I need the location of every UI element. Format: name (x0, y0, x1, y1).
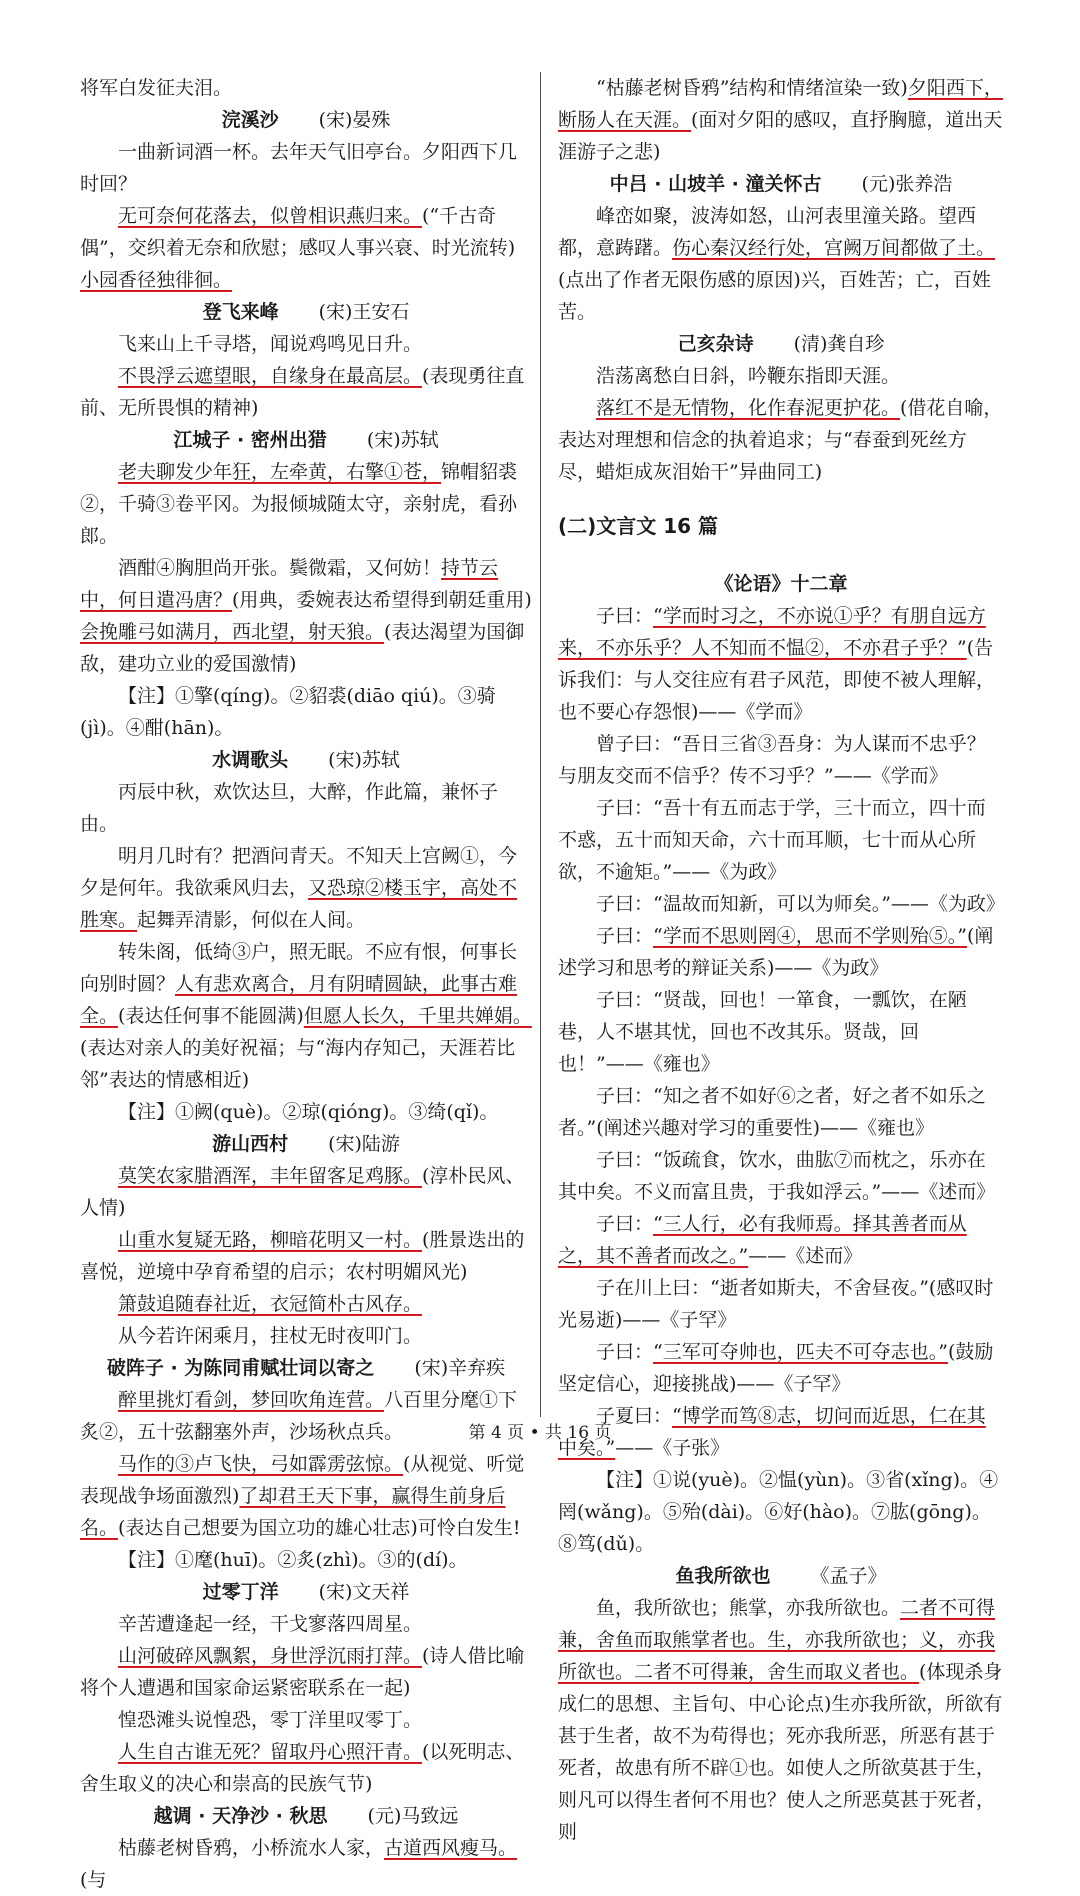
key-sentence: 会挽雕弓如满月，西北望，射天狼。 (80, 621, 385, 643)
title-name: 越调 · 天净沙 · 秋思 (153, 1805, 328, 1827)
text-segment: 鱼，我所欲也；熊掌，亦我所欲也。 (596, 1597, 901, 1619)
poem-title (80, 1352, 532, 1384)
text-paragraph (80, 456, 532, 552)
text-segment: (与 (80, 1869, 107, 1891)
text-paragraph (558, 600, 1004, 728)
poem-title (80, 1128, 532, 1160)
key-sentence: 持节云中，何日遣冯唐？ (80, 557, 499, 611)
key-sentence: 古道西风瘦马。 (384, 1837, 518, 1859)
title-name: 过零丁洋 (202, 1581, 279, 1603)
text-paragraph (80, 1608, 532, 1640)
title-author: (清)龚自珍 (793, 333, 885, 355)
key-sentence: 又恐琼②楼玉宇，高处不胜寒。 (80, 877, 518, 931)
title-author: (宋)辛弃疾 (414, 1357, 506, 1379)
text-segment: “枯藤老树昏鸦”结构和情绪渲染一致) (596, 77, 908, 99)
text-segment: 明月几时有？把酒问青天。不知天上宫阙①，今夕是何年。我欲乘风归去， (80, 845, 518, 899)
text-segment: 丙辰中秋，欢饮达旦，大醉，作此篇，兼怀子由。 (80, 781, 499, 835)
text-segment: 曾子曰：“吾日三省③吾身：为人谋而不忠乎？与朋友交而不信乎？传不习乎？”——《学而》 (558, 733, 986, 787)
text-segment: 子曰： (596, 1341, 654, 1363)
text-segment: 子在川上曰：“逝者如斯夫，不舍昼夜。”(感叹时光易逝)——《子罕》 (558, 1277, 994, 1331)
text-segment: (从视觉、听觉表现战争场面激烈) (80, 1453, 525, 1507)
text-paragraph (80, 552, 532, 680)
text-segment: 起舞弄清影，何似在人间。 (137, 909, 366, 931)
title-author: (宋)苏轼 (328, 749, 400, 771)
key-sentence: 落红不是无情物，化作春泥更护花。 (596, 397, 901, 419)
key-sentence: 山重水复疑无路，柳暗花明又一村。 (118, 1229, 423, 1251)
text-segment: ——《子张》 (615, 1437, 730, 1459)
text-paragraph (80, 1704, 532, 1736)
text-segment: (表达对亲人的美好祝福；与“海内存知己，天涯若比邻”表达的情感相近) (80, 1037, 516, 1091)
text-segment: 子曰：“饭疏食，饮水，曲肱⑦而枕之，乐亦在其中矣。不义而富且贵，于我如浮云。”——《述而》 (558, 1149, 996, 1203)
key-sentence: “博学而笃⑧志，切问而近思，仁在其中矣。” (558, 1405, 986, 1459)
key-sentence: 人有悲欢离合，月有阴晴圆缺，此事古难全。 (80, 973, 518, 1027)
title-author: (元)张养浩 (861, 173, 953, 195)
text-segment: (面对夕阳的感叹，直抒胸臆，道出天涯游子之悲) (558, 109, 1003, 163)
text-paragraph (558, 1272, 1004, 1336)
text-paragraph (558, 1144, 1004, 1208)
text-segment: 子曰：“温故而知新，可以为师矣。”——《为政》 (596, 893, 1005, 915)
page-footer: 第 4 页 • 共 16 页 (468, 1423, 612, 1443)
text-segment: (诗人借比喻将个人遭遇和国家命运紧密联系在一起) (80, 1645, 525, 1699)
text-paragraph (80, 1320, 532, 1352)
text-segment: (表达任何事不能圆满) (118, 1005, 304, 1027)
title-author: (宋)文天祥 (318, 1581, 410, 1603)
text-paragraph (80, 1544, 532, 1576)
text-segment: (告诉我们：与人交往应有君子风范，即使不被人理解，也不要心存怨恨)——《学而》 (558, 637, 996, 723)
key-sentence: 人生自古谁无死？留取丹心照汗青。 (118, 1741, 423, 1763)
title-name: 登飞来峰 (202, 301, 279, 323)
text-segment: 一曲新词酒一杯。去年天气旧亭台。夕阳西下几时回？ (80, 141, 518, 195)
text-segment: (表达自己想要为国立功的雄心壮志)可怜白发生! (118, 1517, 521, 1539)
title-name: 中吕 · 山坡羊 · 潼关怀古 (609, 173, 822, 195)
text-paragraph (80, 328, 532, 360)
text-paragraph (558, 72, 1004, 168)
text-paragraph (558, 1592, 1004, 1848)
key-sentence: 伤心秦汉经行处，宫阙万间都做了土。 (672, 237, 996, 259)
title-author: (元)马致远 (367, 1805, 459, 1827)
title-name: 浣溪沙 (221, 109, 279, 131)
text-paragraph (558, 888, 1004, 920)
key-sentence: “三人行，必有我师焉。择其善者而从之，其不善者而改之。” (558, 1213, 967, 1267)
text-paragraph (558, 360, 1004, 392)
key-sentence: 二者不可得兼，舍鱼而取熊掌者也。生，亦我所欲也；义，亦我所欲也。二者不可得兼，舍生而取义者也。 (558, 1597, 996, 1683)
text-paragraph (80, 1736, 532, 1800)
left-column (80, 72, 532, 1896)
text-segment: 惶恐滩头说惶恐，零丁洋里叹零丁。 (118, 1709, 423, 1731)
text-paragraph (80, 1224, 532, 1288)
text-segment: 辛苦遭逢起一经，干戈寥落四周星。 (118, 1613, 423, 1635)
text-segment: 子曰：“吾十有五而志于学，三十而立，四十而不惑，五十而知天命，六十而耳顺，七十而从心所欲，不逾矩。”——《为政》 (558, 797, 986, 883)
key-sentence: 小园香径独徘徊。 (80, 269, 233, 291)
title-author: (宋)陆游 (328, 1133, 400, 1155)
text-segment: (表达渴望为国御敌，建功立业的爱国激情) (80, 621, 525, 675)
text-segment: 转朱阁，低绮③户，照无眠。不应有恨，何事长向别时圆？ (80, 941, 518, 995)
text-segment: 从今若许闲乘月，拄杖无时夜叩门。 (118, 1325, 423, 1347)
text-segment: 锦帽貂裘②，千骑③卷平冈。为报倾城随太守，亲射虎，看孙郎。 (80, 461, 518, 547)
text-segment: 飞来山上千寻塔，闻说鸡鸣见日升。 (118, 333, 423, 355)
text-segment: (鼓励坚定信心，迎接挑战)——《子罕》 (558, 1341, 994, 1395)
text-paragraph (80, 72, 532, 104)
poem-title (558, 328, 1004, 360)
key-sentence: 箫鼓追随春社近，衣冠简朴古风存。 (118, 1293, 423, 1315)
text-segment: ——《述而》 (748, 1245, 863, 1267)
key-sentence: 夕阳西下，断肠人在天涯。 (558, 77, 1003, 131)
text-paragraph (80, 680, 532, 744)
text-segment: 子夏曰： (596, 1405, 673, 1427)
key-sentence: 莫笑农家腊酒浑，丰年留客足鸡豚。 (118, 1165, 423, 1187)
text-paragraph (80, 136, 532, 200)
text-paragraph (80, 936, 532, 1096)
key-sentence: 老夫聊发少年狂，左牵黄，右擎①苍， (118, 461, 442, 483)
text-segment: 【注】①麾(huī)。②炙(zhì)。③的(dí)。 (118, 1549, 468, 1571)
text-segment: 将军白发征夫泪。 (80, 77, 233, 99)
text-segment: 峰峦如聚，波涛如怒，山河表里潼关路。望西都，意踌躇。 (558, 205, 977, 259)
key-sentence: 不畏浮云遮望眼，自缘身在最高层。 (118, 365, 423, 387)
poem-title (80, 1800, 532, 1832)
text-segment: (表现勇往直前、无所畏惧的精神) (80, 365, 525, 419)
right-column (558, 72, 1004, 1848)
text-paragraph (80, 1832, 532, 1896)
text-segment: (胜景迭出的喜悦，逆境中孕育希望的启示；农村明媚风光) (80, 1229, 525, 1283)
text-segment: 浩荡离愁白日斜，吟鞭东指即天涯。 (596, 365, 901, 387)
key-sentence: 了却君王天下事，赢得生前身后名。 (80, 1485, 506, 1539)
text-paragraph (80, 1160, 532, 1224)
text-segment: (阐述学习和思考的辩证关系)——《为政》 (558, 925, 994, 979)
text-paragraph (558, 728, 1004, 792)
text-segment: 子曰： (596, 925, 654, 947)
title-name: 游山西村 (212, 1133, 289, 1155)
title-name: 鱼我所欲也 (675, 1565, 771, 1587)
text-segment: (体现杀身成仁的思想、主旨句、中心论点)生亦我所欲，所欲有甚于生者，故不为苟得也；死亦我所恶，所恶有甚于死者，故患有所不辟①也。如使人之所欲莫甚于生，则凡可以得生者何不用也？使人之所恶莫甚于死者，则 (558, 1661, 1003, 1843)
text-paragraph (80, 776, 532, 840)
key-sentence: “三军可夺帅也，匹夫不可夺志也。” (653, 1341, 948, 1363)
key-sentence: 山河破碎风飘絮，身世浮沉雨打萍。 (118, 1645, 423, 1667)
key-sentence: “学而时习之，不亦说①乎？有朋自远方来，不亦乐乎？人不知而不愠②，不亦君子乎？” (558, 605, 986, 659)
poem-title (80, 1576, 532, 1608)
text-paragraph (558, 392, 1004, 488)
text-paragraph (80, 360, 532, 424)
poem-title (80, 744, 532, 776)
title-author: (宋)苏轼 (366, 429, 439, 451)
title-name: 江城子 · 密州出猎 (173, 429, 327, 451)
poem-title (558, 1560, 1004, 1592)
title-name: 破阵子 · 为陈同甫赋壮词以寄之 (106, 1357, 375, 1379)
text-paragraph (558, 792, 1004, 888)
text-paragraph (558, 1336, 1004, 1400)
text-segment: 枯藤老树昏鸦，小桥流水人家， (118, 1837, 385, 1859)
text-paragraph (80, 1448, 532, 1544)
column-divider (540, 72, 541, 1417)
text-segment: (点出了作者无限伤感的原因)兴，百姓苦；亡，百姓苦。 (558, 269, 991, 323)
text-segment: (淳朴民风、人情) (80, 1165, 525, 1219)
text-segment: 【注】①说(yuè)。②愠(yùn)。③省(xǐng)。④罔(wǎng)。⑤殆(dài)。⑥好(hào)。⑦肱(gōng)。⑧笃(dǔ)。 (558, 1469, 999, 1555)
key-sentence: 但愿人长久，千里共婵娟。 (303, 1005, 532, 1027)
text-segment: 【注】①阙(què)。②琼(qióng)。③绮(qǐ)。 (118, 1101, 499, 1123)
text-paragraph (558, 1464, 1004, 1560)
key-sentence: 马作的③卢飞快，弓如霹雳弦惊。 (118, 1453, 404, 1475)
text-segment: 酒酣④胸胆尚开张。鬓微霜，又何妨！ (118, 557, 442, 579)
text-segment: (借花自喻，表达对理想和信念的执着追求；与“春蚕到死丝方尽，蜡炬成灰泪始干”异曲同工) (558, 397, 1003, 483)
text-segment: 子曰： (596, 605, 654, 627)
text-paragraph (80, 200, 532, 296)
title-author: 《孟子》 (810, 1565, 887, 1587)
text-segment: (用典，委婉表达希望得到朝廷重用) (232, 589, 532, 611)
text-paragraph (558, 1208, 1004, 1272)
poem-title (80, 424, 532, 456)
text-segment: 子曰：“贤哉，回也！一箪食，一瓢饮，在陋巷，人不堪其忧，回也不改其乐。贤哉，回也！”——《雍也》 (558, 989, 967, 1075)
text-segment: (“千古奇偶”，交织着无奈和欣慰；感叹人事兴衰、时光流转) (80, 205, 516, 259)
title-author: (宋)王安石 (318, 301, 410, 323)
text-paragraph (558, 984, 1004, 1080)
text-segment: 子曰：“知之者不如好⑥之者，好之者不如乐之者。”(阐述兴趣对学习的重要性)——《雍也》 (558, 1085, 986, 1139)
text-paragraph (558, 920, 1004, 984)
text-segment: 八百里分麾①下炙②，五十弦翻塞外声，沙场秋点兵。 (80, 1389, 518, 1443)
key-sentence: “学而不思则罔④，思而不学则殆⑤。” (653, 925, 967, 947)
poem-title (558, 568, 1004, 600)
poem-title (558, 168, 1004, 200)
poem-title (80, 296, 532, 328)
text-segment: 子曰： (596, 1213, 654, 1235)
section-heading: (二)文言文 16 篇 (558, 514, 719, 538)
key-sentence: 醉里挑灯看剑，梦回吹角连营。 (118, 1389, 385, 1411)
poem-title (80, 104, 532, 136)
text-paragraph (558, 200, 1004, 328)
text-segment: 【注】①擎(qíng)。②貂裘(diāo qiú)。③骑(jì)。④酣(hān)。 (80, 685, 496, 739)
text-segment: (以死明志、舍生取义的决心和崇高的民族气节) (80, 1741, 525, 1795)
title-name: 《论语》十二章 (714, 573, 848, 595)
text-paragraph (80, 840, 532, 936)
key-sentence: 无可奈何花落去，似曾相识燕归来。 (118, 205, 423, 227)
text-paragraph (80, 1096, 532, 1128)
title-author: (宋)晏殊 (318, 109, 391, 131)
title-name: 水调歌头 (212, 749, 289, 771)
text-paragraph (80, 1640, 532, 1704)
text-paragraph (558, 1080, 1004, 1144)
title-name: 己亥杂诗 (677, 333, 754, 355)
text-paragraph (80, 1288, 532, 1320)
